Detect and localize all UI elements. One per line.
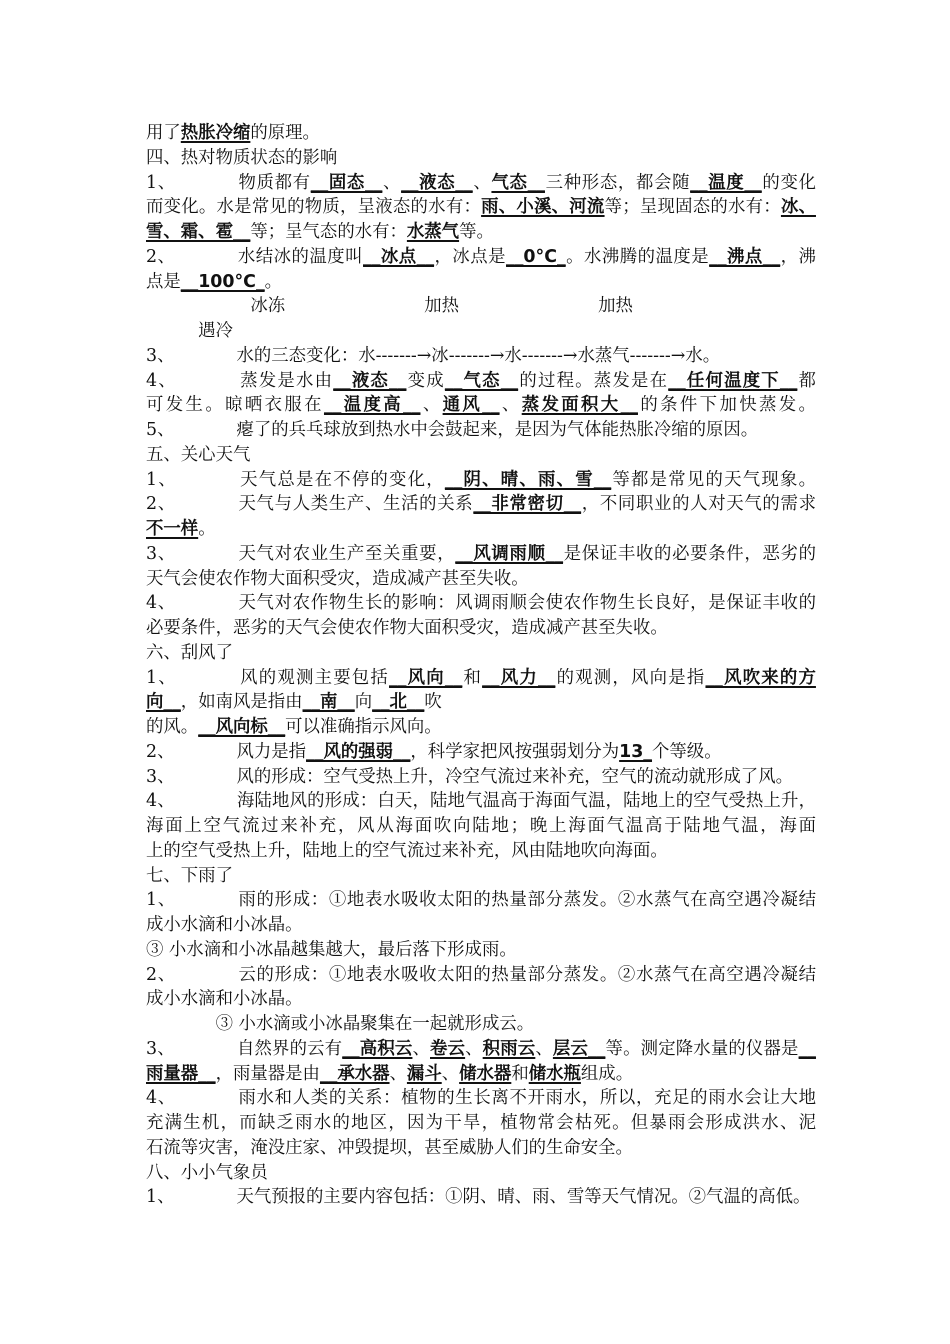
text-run: 天气与人类生产、生活的关系 (237, 494, 474, 515)
answer-blank: __风向__ (389, 667, 463, 688)
text-run: 4、 (146, 791, 175, 812)
text-line (146, 195, 816, 220)
text-run: 、 (412, 1038, 430, 1059)
text-run: 2、 (146, 494, 176, 515)
text-run: 用了 (146, 123, 181, 143)
text-line (146, 542, 816, 567)
text-run: ，沸 (780, 246, 816, 267)
text-run: 1、 (146, 890, 176, 911)
text-run: 2、 (146, 246, 176, 267)
answer-blank: __液态__ (333, 370, 407, 391)
text-line (146, 666, 816, 691)
text-run: 3、 (146, 766, 175, 787)
text-run: ③ 小水滴和小冰晶越集越大，最后落下形成雨。 (146, 939, 517, 960)
text-run: 风的形成：空气受热上升，冷空气流过来补充，空气的流动就形成了风。 (236, 766, 793, 787)
text-line (146, 814, 816, 839)
text-run: 吹 (424, 692, 442, 713)
text-run: 1、 (146, 1187, 175, 1208)
text-line (146, 765, 816, 790)
text-run: 、 (382, 172, 402, 193)
text-run: 天气总是在不停的变化， (238, 469, 445, 490)
text-line (146, 468, 816, 493)
answer-blank: __液态__ (401, 172, 473, 193)
text-run: 四、热对物质状态的影响 (146, 147, 338, 168)
text-line (146, 1037, 816, 1062)
text-run: ，不同职业的人对天气的需求 (581, 494, 816, 515)
answer-blank: __100°C_ (180, 271, 265, 292)
text-line (146, 839, 816, 864)
text-run: ，雨量器是由 (215, 1063, 320, 1084)
text-line (146, 1136, 816, 1161)
text-line (146, 913, 816, 938)
answer-blank: __0°C_ (506, 246, 566, 267)
text-run: 是保证丰收的必要条件，恶劣的 (563, 543, 816, 564)
text-run: 等；呈气态的水有： (250, 222, 407, 242)
text-run: 等。 (459, 222, 494, 242)
text-line (146, 616, 816, 641)
text-run: 1、 (146, 469, 177, 490)
text-run: 雨水和人类的关系：植物的生长离不开雨水，所以，充足的雨水会让大地 (237, 1088, 816, 1109)
text-run: 1、 (146, 667, 177, 688)
answer-blank: __风的强弱__ (306, 741, 411, 762)
answer-blank: __非常密切__ (473, 494, 582, 515)
text-run: ，科学家把风按强弱划分为 (410, 741, 620, 762)
text-line (146, 641, 816, 666)
answer-blank: __ (798, 1038, 816, 1059)
text-run: 风的观测主要包括 (238, 667, 390, 688)
answer-blank: __风调雨顺__ (455, 543, 564, 564)
text-run: 充满生机，而缺乏雨水的地区，因为干旱，植物常会枯死。但暴雨会形成洪水、泥 (146, 1113, 816, 1133)
text-line (146, 443, 816, 468)
text-line (146, 319, 816, 344)
answer-blank: __任何温度下__ (668, 370, 798, 391)
text-run: 天气对农业生产至关重要， (237, 543, 456, 564)
text-run: 4、 (146, 1088, 176, 1109)
text-run: 个等级。 (652, 741, 722, 762)
text-run: 上的空气受热上升，陆地上的空气流过来补充，风由陆地吹向海面。 (146, 840, 668, 861)
text-run: 三种形态，都会随 (544, 172, 691, 193)
text-line (146, 369, 816, 394)
text-run: 成小水滴和小冰晶。 (146, 915, 303, 935)
answer-blank: __承水器 (319, 1063, 390, 1084)
answer-blank: 水蒸气 (406, 222, 460, 242)
text-run: 的条件下加快蒸发。 (637, 395, 816, 416)
text-run: 4、 (146, 370, 177, 391)
text-line (146, 591, 816, 616)
text-line (146, 963, 816, 988)
text-run: 等都是常见的天气现象。 (611, 469, 816, 490)
text-run: 、 (389, 1063, 407, 1084)
answer-blank: __风向标__ (198, 717, 286, 737)
text-run: 、 (472, 172, 492, 193)
text-line (146, 715, 816, 740)
text-run: 点是 (146, 271, 181, 292)
text-run: 水结冰的温度叫 (237, 246, 364, 267)
text-run: 七、下雨了 (146, 865, 233, 886)
text-line (146, 245, 816, 270)
answer-blank: 漏斗 (406, 1063, 442, 1084)
answer-blank: 雨量器__ (146, 1063, 216, 1084)
answer-blank: 积雨云 (482, 1038, 536, 1059)
text-run: 的原理。 (250, 123, 320, 143)
text-run: 天气预报的主要内容包括：①阴、晴、雨、雪等天气情况。②气温的高低。 (236, 1187, 811, 1208)
text-line (146, 517, 816, 542)
text-run: 成小水滴和小冰晶。 (146, 989, 303, 1010)
answer-blank: __沸点__ (709, 246, 781, 267)
answer-blank: __冰点__ (363, 246, 435, 267)
text-line (146, 987, 816, 1012)
text-line (146, 690, 816, 715)
text-run: 蒸发是水由 (238, 370, 334, 391)
text-line (146, 1185, 816, 1210)
text-run: 瘪了的兵乓球放到热水中会鼓起来，是因为气体能热胀冷缩的原因。 (236, 420, 759, 440)
text-run: 、 (441, 1063, 460, 1084)
answer-blank: 卷云 (430, 1038, 466, 1059)
text-run: 向 (354, 692, 373, 713)
answer-blank: __风力__ (482, 667, 556, 688)
text-line (146, 864, 816, 889)
text-run: 五、关心天气 (146, 444, 251, 465)
text-run: 六、刮风了 (146, 642, 233, 663)
text-run: 等。测定降水量的仪器是 (605, 1038, 799, 1059)
text-run: 的变化 (761, 172, 816, 193)
text-run: 可以准确指示风向。 (285, 717, 442, 737)
text-line (146, 294, 816, 319)
text-run: 3、 (146, 345, 175, 366)
answer-blank: __温度__ (690, 172, 762, 193)
answer-blank: 层云__ (552, 1038, 606, 1059)
answer-blank: 雪、霜、雹__ (146, 222, 251, 242)
text-run: 雨的形成：①地表水吸收太阳的热量部分蒸发。②水蒸气在高空遇冷凝结 (237, 890, 816, 911)
text-run: 。水沸腾的温度是 (565, 246, 710, 267)
text-run: 可发生。晾晒衣服在 (146, 395, 324, 416)
document-body (146, 121, 816, 1210)
text-run: 冰冻 加热 加热 (146, 296, 633, 317)
answer-blank: 不一样 (146, 519, 199, 539)
text-line (146, 418, 816, 443)
answer-blank: __阴、晴、雨、雪__ (444, 469, 612, 490)
text-run: 。 (264, 271, 283, 292)
text-run: 、 (465, 1038, 483, 1059)
text-line (146, 270, 816, 295)
text-run: 而变化。水是常见的物质，呈液态的水有： (146, 197, 482, 218)
text-line (146, 1111, 816, 1136)
answer-blank: 储水器 (459, 1063, 512, 1084)
text-run: 的过程。蒸发是在 (518, 370, 669, 391)
text-run: 风力是指 (236, 741, 307, 762)
text-run: 3、 (146, 543, 176, 564)
answer-blank: 蒸发面积大__ (521, 395, 638, 416)
text-line (146, 344, 816, 369)
text-run: ，如南风是指由 (180, 692, 303, 713)
answer-blank: 雨、小溪、河流 (481, 197, 605, 218)
answer-blank: 热胀冷缩 (180, 123, 251, 143)
text-run: 组成。 (580, 1063, 634, 1084)
text-run: ③ 小水滴或小冰晶聚集在一起就形成云。 (146, 1014, 535, 1034)
text-line (146, 1086, 816, 1111)
text-run: 自然界的云有 (236, 1038, 343, 1059)
text-line (146, 146, 816, 171)
text-run: 、 (420, 395, 443, 416)
answer-blank: __气态__ (444, 370, 519, 391)
text-run: 八、小小气象员 (146, 1162, 268, 1183)
text-run: 遇冷 (146, 321, 233, 341)
answer-blank: 冰、 (780, 197, 816, 218)
text-run: 、 (499, 395, 522, 416)
answer-blank: 13_ (619, 741, 653, 762)
text-run: 天气会使农作物大面积受灾，造成减产甚至失收。 (146, 568, 529, 589)
answer-blank: 储水瓶 (528, 1063, 581, 1084)
text-run: 变成 (406, 370, 445, 391)
text-line (146, 393, 816, 418)
text-run: 的观测，风向是指 (555, 667, 706, 688)
answer-blank: __温度高__ (323, 395, 421, 416)
text-run: 都 (797, 370, 816, 391)
text-run: 1、 (146, 172, 176, 193)
text-line (146, 789, 816, 814)
text-run: 海面上空气流过来补充，风从海面吹向陆地；晚上海面气温高于陆地气温，海面 (146, 816, 816, 836)
text-run: 天气对农作物生长的影响：风调雨顺会使农作物生长良好，是保证丰收的 (237, 593, 816, 614)
text-line (146, 567, 816, 592)
text-run: 海陆地风的形成：白天，陆地气温高于海面气温，陆地上的空气受热上升， (236, 791, 816, 812)
answer-blank: 通风__ (442, 395, 500, 416)
answer-blank: __固态__ (310, 172, 383, 193)
text-run: 和 (462, 667, 483, 688)
answer-blank: 向__ (146, 692, 181, 713)
text-run: 3、 (146, 1038, 175, 1059)
text-run: ，冰点是 (434, 246, 507, 267)
text-line (146, 1012, 816, 1037)
text-line (146, 492, 816, 517)
text-run: 石流等灾害，淹没庄家、冲毁提坝，甚至威胁人们的生命安全。 (146, 1137, 633, 1158)
text-line (146, 1062, 816, 1087)
answer-blank: __高积云 (342, 1038, 413, 1059)
text-run: 2、 (146, 964, 176, 985)
text-run: 必要条件，恶劣的天气会使农作物大面积受灾，造成减产甚至失收。 (146, 618, 668, 638)
text-run: 和 (511, 1063, 529, 1084)
answer-blank: __南__ (302, 692, 355, 713)
text-run: 2、 (146, 741, 175, 762)
answer-blank: 气态__ (491, 172, 545, 193)
text-run: 5、 (146, 420, 175, 440)
text-run: 物质都有 (237, 172, 311, 193)
text-run: 。 (198, 519, 216, 539)
text-line (146, 740, 816, 765)
text-run: 等；呈现固态的水有： (604, 197, 781, 218)
answer-blank: __北__ (372, 692, 425, 713)
text-run: 水的三态变化：水-------→冰-------→水-------→水蒸气-------→水。 (236, 345, 721, 366)
text-line (146, 220, 816, 245)
text-line (146, 171, 816, 196)
text-line (146, 888, 816, 913)
text-line (146, 938, 816, 963)
text-line (146, 1161, 816, 1186)
text-run: 、 (535, 1038, 553, 1059)
text-run: 云的形成：①地表水吸收太阳的热量部分蒸发。②水蒸气在高空遇冷凝结 (237, 964, 816, 985)
text-run: 4、 (146, 593, 176, 614)
answer-blank: __风吹来的方 (705, 667, 816, 688)
text-line (146, 121, 816, 146)
text-run: 的风。 (146, 717, 199, 737)
